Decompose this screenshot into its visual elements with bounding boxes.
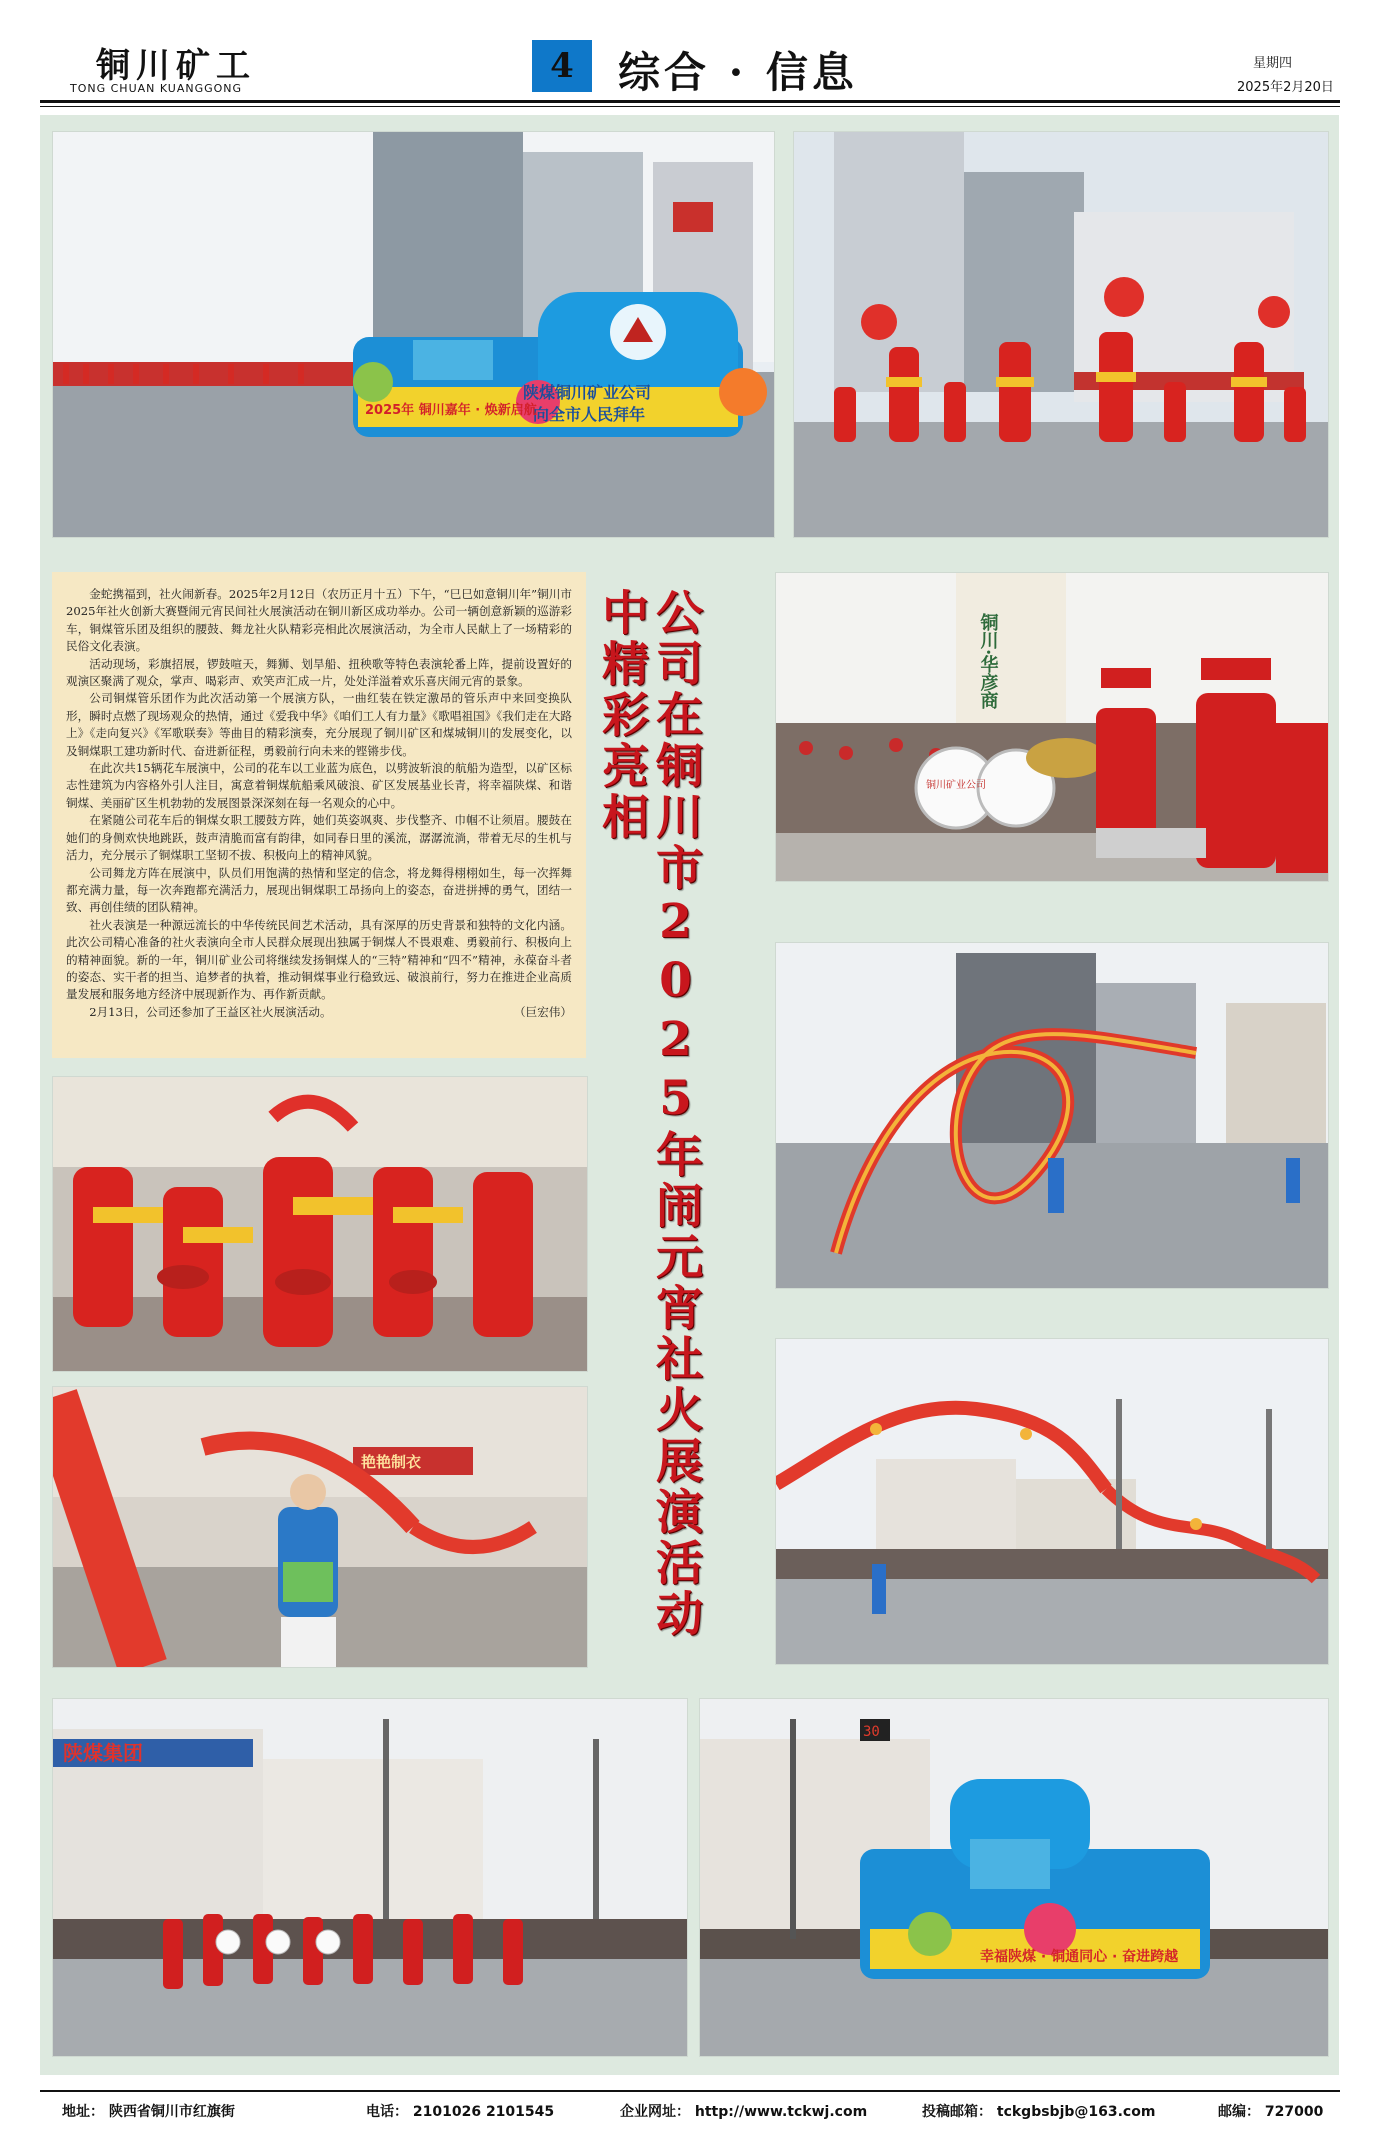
photo-parade-float <box>52 131 775 538</box>
photo-dragon-leader <box>52 1386 588 1668</box>
article-paragraph: 公司铜煤管乐团作为此次活动第一个展演方队，一曲红装在铁定激昂的管乐声中来回变换队形，瞬时点燃了现场观众的热情，通过《爱我中华》《咱们工人有力量》《歌唱祖国》《我们走在大路上》《走向复兴》《军歌联奏》等曲目的精彩演奏，充分展现了铜川矿区和煤城铜川的发展变化，以及铜煤职工建功新时代、奋进新征程，勇毅前行向未来的铿锵步伐。 <box>66 691 572 758</box>
footer-email-label: 投稿邮箱： <box>922 2104 992 2120</box>
photo-dragon-dance-wide <box>775 1338 1329 1665</box>
issue-weekday: 星期四 <box>1253 56 1293 71</box>
footer-email-value[interactable]: tckgbsbjb@163.com <box>996 2104 1156 2120</box>
article-closing <box>66 1004 572 1021</box>
article-paragraph: 在此次共15辆花车展演中，公司的花车以工业蓝为底色，以劈波斩浪的航船为造型，以矿区标志性建筑为内容格外引人注目，寓意着铜煤航船乘风破浪、矿区发展基业长青，将幸福陕煤、和谐铜煤、美丽矿区生机勃勃的发展图景深深刻在每一名观众的心中。 <box>66 761 572 810</box>
group-sign: 陕煤集团 <box>63 1741 143 1765</box>
photo-float-second-view <box>699 1698 1329 2057</box>
footer-postcode-label: 邮编： <box>1218 2104 1260 2120</box>
article-byline: （巨宏伟） <box>514 1004 572 1019</box>
float-side-text: 2025年 铜川嘉年 · 焕新启航 <box>365 403 537 418</box>
store-sign: 艳艳制衣 <box>361 1453 422 1471</box>
newspaper-logo-pinyin: TONG CHUAN KUANGGONG <box>70 82 243 95</box>
footer-phone-value: 2101026 2101545 <box>412 2104 555 2120</box>
article-paragraph: 在紧随公司花车后的铜煤女职工腰鼓方阵，她们英姿飒爽、步伐整齐、巾帼不让须眉。腰鼓在她们的身侧欢快地跳跃，鼓声清脆而富有韵律，如同春日里的溪流，潺潺流淌，带着无尽的生机与活力，充分展示了铜煤职工坚韧不拔、积极向上的精神风貌。 <box>66 813 572 863</box>
footer-email <box>922 2101 1155 2121</box>
newspaper-logo: 铜川矿工 <box>96 46 256 86</box>
footer-website <box>620 2101 867 2121</box>
article-last-line: 2月13日，公司还参加了王益区社火展演活动。 <box>89 1004 332 1019</box>
article-paragraph: 金蛇携福到，社火闹新春。2025年2月12日（农历正月十五）下午，“巳巳如意铜川年”铜川市2025年社火创新大赛暨闹元宵民间社火展演活动在铜川新区成功举办。公司一辆创意新颖的巡游彩车，铜煤管乐团及组织的腰鼓、舞龙社火队精彩亮相此次展演活动，为全市人民献上了一场精彩的民俗文化表演。 <box>66 587 572 654</box>
footer-postcode <box>1218 2101 1323 2121</box>
page-number: 4 <box>532 40 592 92</box>
article-paragraph: 社火表演是一种源远流长的中华传统民间艺术活动，具有深厚的历史背景和独特的文化内涵。此次公司精心准备的社火表演向全市人民群众展现出独属于铜煤人不畏艰难、勇毅前行、积极向上的精神面貌。新的一年，铜川矿业公司将继续发扬铜煤人的“三特”精神和“四不”精神，永葆奋斗者的姿态、实干者的担当、追梦者的执着，推动铜煤事业行稳致远、破浪前行，努力在推进企业高质量发展和服务地方经济中展现新作为、再作新贡献。 <box>66 917 572 1002</box>
footer-website-value[interactable]: http://www.tckwj.com <box>694 2104 868 2120</box>
float-banner-line1: 陕煤铜川矿业公司 <box>523 383 652 402</box>
photo-waist-drum-women <box>52 1076 588 1372</box>
article-paragraph: 活动现场，彩旗招展，锣鼓喧天，舞狮、划旱船、扭秧歌等特色表演轮番上阵，提前设置好的观演区聚满了观众，掌声、喝彩声、欢笑声汇成一片，处处洋溢着欢乐喜庆闹元宵的景象。 <box>66 656 572 689</box>
photo-drum-band-marching <box>52 1698 688 2057</box>
footer-phone <box>366 2101 554 2121</box>
footer-address-value: 陕西省铜川市红旗街 <box>108 2104 235 2120</box>
footer-address-label: 地址： <box>62 2104 104 2120</box>
float-banner-line2: 向全市人民拜年 <box>533 405 646 424</box>
masthead-rule-thin <box>40 106 1340 107</box>
article-paragraph: 公司舞龙方阵在展演中，队员们用饱满的热情和坚定的信念，将龙舞得栩栩如生，每一次挥舞都充满力量，每一次奔跑都充满活力，展现出铜煤职工昂扬向上的姿态，奋进拼搏的勇气，团结一致、再创佳绩的团队精神。 <box>66 865 572 915</box>
photo-dragon-dance-street <box>775 942 1329 1289</box>
footer-phone-label: 电话： <box>366 2104 408 2120</box>
drum-text: 铜川矿业公司 <box>926 780 986 791</box>
article-body <box>52 572 586 1058</box>
footer-rule <box>40 2090 1340 2092</box>
footer-website-label: 企业网址： <box>620 2104 690 2120</box>
photo-drum-band <box>775 572 1329 882</box>
countdown-light: 30 <box>863 1724 880 1740</box>
footer-address <box>62 2101 235 2121</box>
headline: 公司在铜川市2025年闹元宵社火展演活动中精彩亮相 <box>594 588 703 1640</box>
photo-red-dancers <box>793 131 1329 538</box>
float-side-text-2: 幸福陕煤 · 铜通同心 · 奋进跨越 <box>980 1949 1179 1965</box>
footer-postcode-value: 727000 <box>1264 2104 1324 2120</box>
masthead-rule <box>40 100 1340 103</box>
section-title: 综合 · 信息 <box>618 48 858 97</box>
shop-sign: 铜川·华彦商 <box>977 613 999 710</box>
issue-date: 2025年2月20日 <box>1237 80 1334 95</box>
